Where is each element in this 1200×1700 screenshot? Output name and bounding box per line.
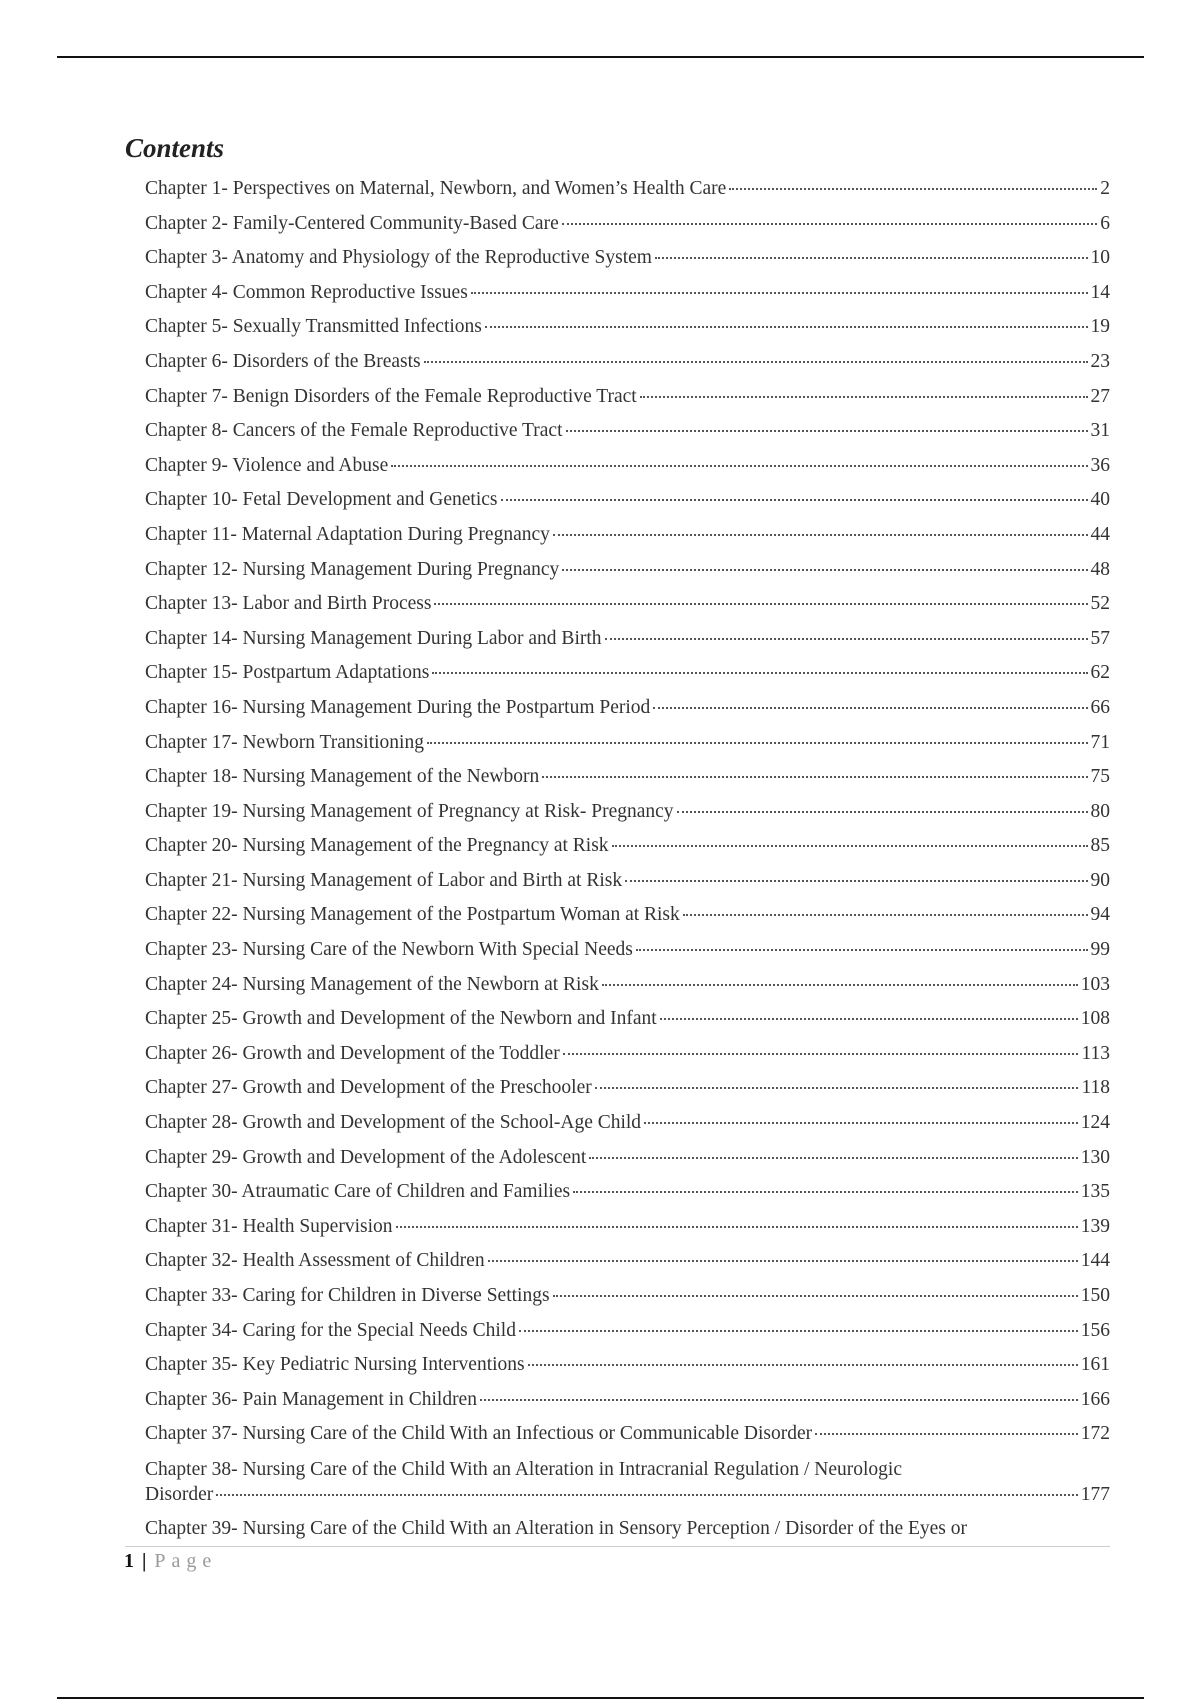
toc-entry-13[interactable]: [145, 587, 1110, 622]
dot-leader: [488, 1260, 1078, 1262]
footer-page-number: 1: [124, 1550, 134, 1572]
toc-entry-page: 139: [1080, 1215, 1110, 1237]
toc-entry-page: 166: [1080, 1388, 1110, 1410]
dot-leader: [640, 396, 1088, 398]
toc-entry-16[interactable]: [145, 691, 1110, 726]
dot-leader: [653, 707, 1087, 709]
toc-entry-17[interactable]: [145, 726, 1110, 761]
toc-entry-page: 27: [1090, 385, 1110, 407]
toc-entry-35[interactable]: [145, 1348, 1110, 1383]
toc-entry-page: 90: [1090, 869, 1110, 891]
toc-entry-8[interactable]: [145, 414, 1110, 449]
bottom-rule: [57, 1697, 1144, 1699]
dot-leader: [562, 569, 1087, 571]
dot-leader: [612, 845, 1088, 847]
toc-entry-title: Chapter 23- Nursing Care of the Newborn With Special Needs: [145, 939, 633, 961]
toc-entry-20[interactable]: [145, 829, 1110, 864]
dot-leader: [391, 465, 1087, 467]
toc-entry-6[interactable]: [145, 345, 1110, 380]
toc-entry-page: 108: [1080, 1008, 1110, 1030]
toc-entry-title: Chapter 9- Violence and Abuse: [145, 454, 389, 476]
dot-leader: [427, 742, 1088, 744]
toc-entry-32[interactable]: [145, 1244, 1110, 1279]
toc-entry-page: 99: [1090, 939, 1110, 961]
dot-leader: [683, 914, 1088, 916]
toc-entry-page: 144: [1080, 1250, 1110, 1272]
dot-leader: [636, 949, 1088, 951]
toc-entry-title: Chapter 37- Nursing Care of the Child With an Infectious or Communicable Disorder: [145, 1423, 813, 1445]
toc-entry-title: Chapter 24- Nursing Management of the Newborn at Risk: [145, 973, 599, 995]
toc-entry-page: 130: [1080, 1146, 1110, 1168]
footer-page-label: Page: [154, 1550, 218, 1572]
toc-entry-page: 31: [1090, 420, 1110, 442]
toc-entry-page: 48: [1090, 558, 1110, 580]
toc-entry-36[interactable]: [145, 1383, 1110, 1418]
toc-entry-page: 85: [1090, 835, 1110, 857]
toc-entry-title: Chapter 28- Growth and Development of the School-Age Child: [145, 1112, 642, 1134]
dot-leader: [729, 188, 1097, 190]
toc-entry-page: 62: [1090, 662, 1110, 684]
toc-entry-title-line2: Disorder: [145, 1483, 214, 1505]
dot-leader: [216, 1494, 1078, 1496]
toc-entry-title: Chapter 12- Nursing Management During Pregnancy: [145, 558, 560, 580]
toc-entry-28[interactable]: [145, 1106, 1110, 1141]
toc-entry-page: 10: [1090, 247, 1110, 269]
toc-entry-page: 124: [1080, 1112, 1110, 1134]
toc-entry-22[interactable]: [145, 898, 1110, 933]
dot-leader: [562, 223, 1098, 225]
top-rule: [57, 56, 1144, 58]
toc-entry-7[interactable]: [145, 380, 1110, 415]
toc-entry-9[interactable]: [145, 449, 1110, 484]
toc-entry-page: 103: [1080, 973, 1110, 995]
toc-entry-title: Chapter 18- Nursing Management of the Newborn: [145, 766, 540, 788]
toc-entry-page: 52: [1090, 593, 1110, 615]
toc-entry-title: Chapter 11- Maternal Adaptation During Pregnancy: [145, 523, 550, 545]
dot-leader: [566, 430, 1088, 432]
toc-entry-title: Chapter 26- Growth and Development of the Toddler: [145, 1042, 560, 1064]
toc-entry-title: Chapter 25- Growth and Development of the Newborn and Infant: [145, 1008, 657, 1030]
dot-leader: [553, 534, 1088, 536]
toc-entry-26[interactable]: [145, 1037, 1110, 1072]
dot-leader: [602, 984, 1078, 986]
dot-leader: [485, 326, 1088, 328]
toc-entry-38[interactable]: [145, 1452, 1110, 1512]
dot-leader: [471, 292, 1088, 294]
dot-leader: [480, 1399, 1078, 1401]
toc-entry-5[interactable]: [145, 310, 1110, 345]
toc-entry-27[interactable]: [145, 1071, 1110, 1106]
dot-leader: [424, 361, 1088, 363]
toc-entry-page: 2: [1100, 178, 1110, 199]
toc-entry-title-line1: Chapter 38- Nursing Care of the Child With an Alteration in Intracranial Regulation / Neurologic: [145, 1458, 902, 1480]
toc-entry-page: 36: [1090, 454, 1110, 476]
toc-entry-18[interactable]: [145, 760, 1110, 795]
toc-entry-page: 177: [1080, 1483, 1110, 1505]
dot-leader: [644, 1122, 1078, 1124]
toc-entry-page: 80: [1090, 800, 1110, 822]
toc-entry-title: Chapter 2- Family-Centered Community-Based Care: [145, 212, 559, 234]
page-footer: [124, 1550, 217, 1573]
toc-entry-3[interactable]: [145, 241, 1110, 276]
toc-entry-title: Chapter 8- Cancers of the Female Reproductive Tract: [145, 420, 563, 442]
dot-leader: [589, 1157, 1077, 1159]
toc-entry-page: 71: [1090, 731, 1110, 753]
toc-entry-19[interactable]: [145, 795, 1110, 830]
toc-entry-4[interactable]: [145, 276, 1110, 311]
dot-leader: [815, 1433, 1078, 1435]
toc-entry-title: Chapter 13- Labor and Birth Process: [145, 593, 432, 615]
toc-entry-title: Chapter 5- Sexually Transmitted Infections: [145, 316, 482, 338]
toc-entry-page: 113: [1081, 1042, 1110, 1064]
toc-entry-title: Chapter 32- Health Assessment of Children: [145, 1250, 485, 1272]
toc-entry-page: 19: [1090, 316, 1110, 338]
dot-leader: [573, 1191, 1078, 1193]
dot-leader: [432, 672, 1087, 674]
toc-entry-title: Chapter 34- Caring for the Special Needs Child: [145, 1319, 516, 1341]
toc-entry-34[interactable]: [145, 1314, 1110, 1349]
toc-entry-title: Chapter 19- Nursing Management of Pregnancy at Risk- Pregnancy: [145, 800, 674, 822]
dot-leader: [660, 1018, 1078, 1020]
toc-entry-29[interactable]: [145, 1141, 1110, 1176]
table-of-contents: [145, 172, 1110, 1547]
toc-entry-24[interactable]: [145, 968, 1110, 1003]
footer-rule: [125, 1546, 1110, 1547]
toc-entry-11[interactable]: [145, 518, 1110, 553]
toc-entry-title: Chapter 30- Atraumatic Care of Children and Families: [145, 1181, 571, 1203]
toc-entry-title: Chapter 17- Newborn Transitioning: [145, 731, 424, 753]
toc-entry-title: Chapter 35- Key Pediatric Nursing Interventions: [145, 1354, 525, 1376]
dot-leader: [605, 638, 1088, 640]
toc-entry-page: 44: [1090, 523, 1110, 545]
toc-entry-37[interactable]: [145, 1417, 1110, 1452]
toc-entry-page: 94: [1090, 904, 1110, 926]
toc-entry-page: 118: [1081, 1077, 1110, 1099]
toc-entry-23[interactable]: [145, 933, 1110, 968]
dot-leader: [655, 257, 1088, 259]
toc-entry-15[interactable]: [145, 656, 1110, 691]
toc-entry-title: Chapter 29- Growth and Development of the Adolescent: [145, 1146, 587, 1168]
toc-entry-12[interactable]: [145, 553, 1110, 588]
toc-entry-10[interactable]: [145, 483, 1110, 518]
dot-leader: [528, 1364, 1078, 1366]
toc-entry-title: Chapter 31- Health Supervision: [145, 1215, 393, 1237]
toc-entry-page: 161: [1080, 1354, 1110, 1376]
toc-entry-2[interactable]: [145, 207, 1110, 242]
toc-entry-title: Chapter 10- Fetal Development and Genetics: [145, 489, 498, 511]
dot-leader: [396, 1226, 1078, 1228]
toc-entry-1[interactable]: [145, 172, 1110, 207]
toc-entry-page: 135: [1080, 1181, 1110, 1203]
toc-entry-title: Chapter 21- Nursing Management of Labor and Birth at Risk: [145, 869, 623, 891]
toc-entry-14[interactable]: [145, 622, 1110, 657]
toc-entry-title: Chapter 1- Perspectives on Maternal, Newborn, and Women’s Health Care: [145, 178, 727, 199]
toc-entry-title: Chapter 16- Nursing Management During the Postpartum Period: [145, 696, 651, 718]
toc-entry-25[interactable]: [145, 1002, 1110, 1037]
dot-leader: [625, 880, 1087, 882]
toc-entry-title: Chapter 39- Nursing Care of the Child With an Alteration in Sensory Perception / Disorder of the Eyes or: [145, 1517, 968, 1539]
toc-entry-title: Chapter 36- Pain Management in Children: [145, 1388, 477, 1410]
toc-entry-21[interactable]: [145, 864, 1110, 899]
toc-entry-39[interactable]: [145, 1512, 1110, 1547]
toc-entry-page: 156: [1080, 1319, 1110, 1341]
dot-leader: [595, 1087, 1079, 1089]
toc-entry-title: Chapter 22- Nursing Management of the Postpartum Woman at Risk: [145, 904, 680, 926]
dot-leader: [434, 603, 1087, 605]
toc-entry-30[interactable]: [145, 1175, 1110, 1210]
toc-entry-page: 23: [1090, 350, 1110, 372]
dot-leader: [519, 1330, 1078, 1332]
contents-heading: Contents: [125, 133, 225, 163]
toc-entry-page: 14: [1090, 281, 1110, 303]
toc-entry-title: Chapter 27- Growth and Development of the Preschooler: [145, 1077, 592, 1099]
toc-entry-title: Chapter 14- Nursing Management During Labor and Birth: [145, 627, 602, 649]
toc-entry-page: 66: [1090, 696, 1110, 718]
dot-leader: [542, 776, 1087, 778]
toc-entry-page: 75: [1090, 766, 1110, 788]
toc-entry-title: Chapter 6- Disorders of the Breasts: [145, 350, 421, 372]
toc-entry-title: Chapter 33- Caring for Children in Diverse Settings: [145, 1285, 550, 1306]
dot-leader: [553, 1295, 1078, 1297]
toc-entry-title: Chapter 15- Postpartum Adaptations: [145, 662, 430, 684]
dot-leader: [677, 811, 1088, 813]
toc-entry-title: Chapter 3- Anatomy and Physiology of the Reproductive System: [145, 247, 652, 269]
toc-entry-title: Chapter 7- Benign Disorders of the Female Reproductive Tract: [145, 385, 637, 407]
toc-entry-33[interactable]: [145, 1279, 1110, 1314]
toc-entry-page: 40: [1090, 489, 1110, 511]
toc-entry-title: Chapter 4- Common Reproductive Issues: [145, 281, 468, 303]
toc-entry-page: 172: [1080, 1423, 1110, 1445]
footer-separator: |: [142, 1550, 147, 1572]
dot-leader: [563, 1053, 1079, 1055]
toc-entry-page: 57: [1090, 627, 1110, 649]
toc-entry-31[interactable]: [145, 1210, 1110, 1245]
toc-entry-page: 150: [1080, 1285, 1110, 1306]
toc-entry-title: Chapter 20- Nursing Management of the Pregnancy at Risk: [145, 835, 609, 857]
toc-entry-page: 6: [1100, 212, 1110, 234]
dot-leader: [501, 499, 1088, 501]
